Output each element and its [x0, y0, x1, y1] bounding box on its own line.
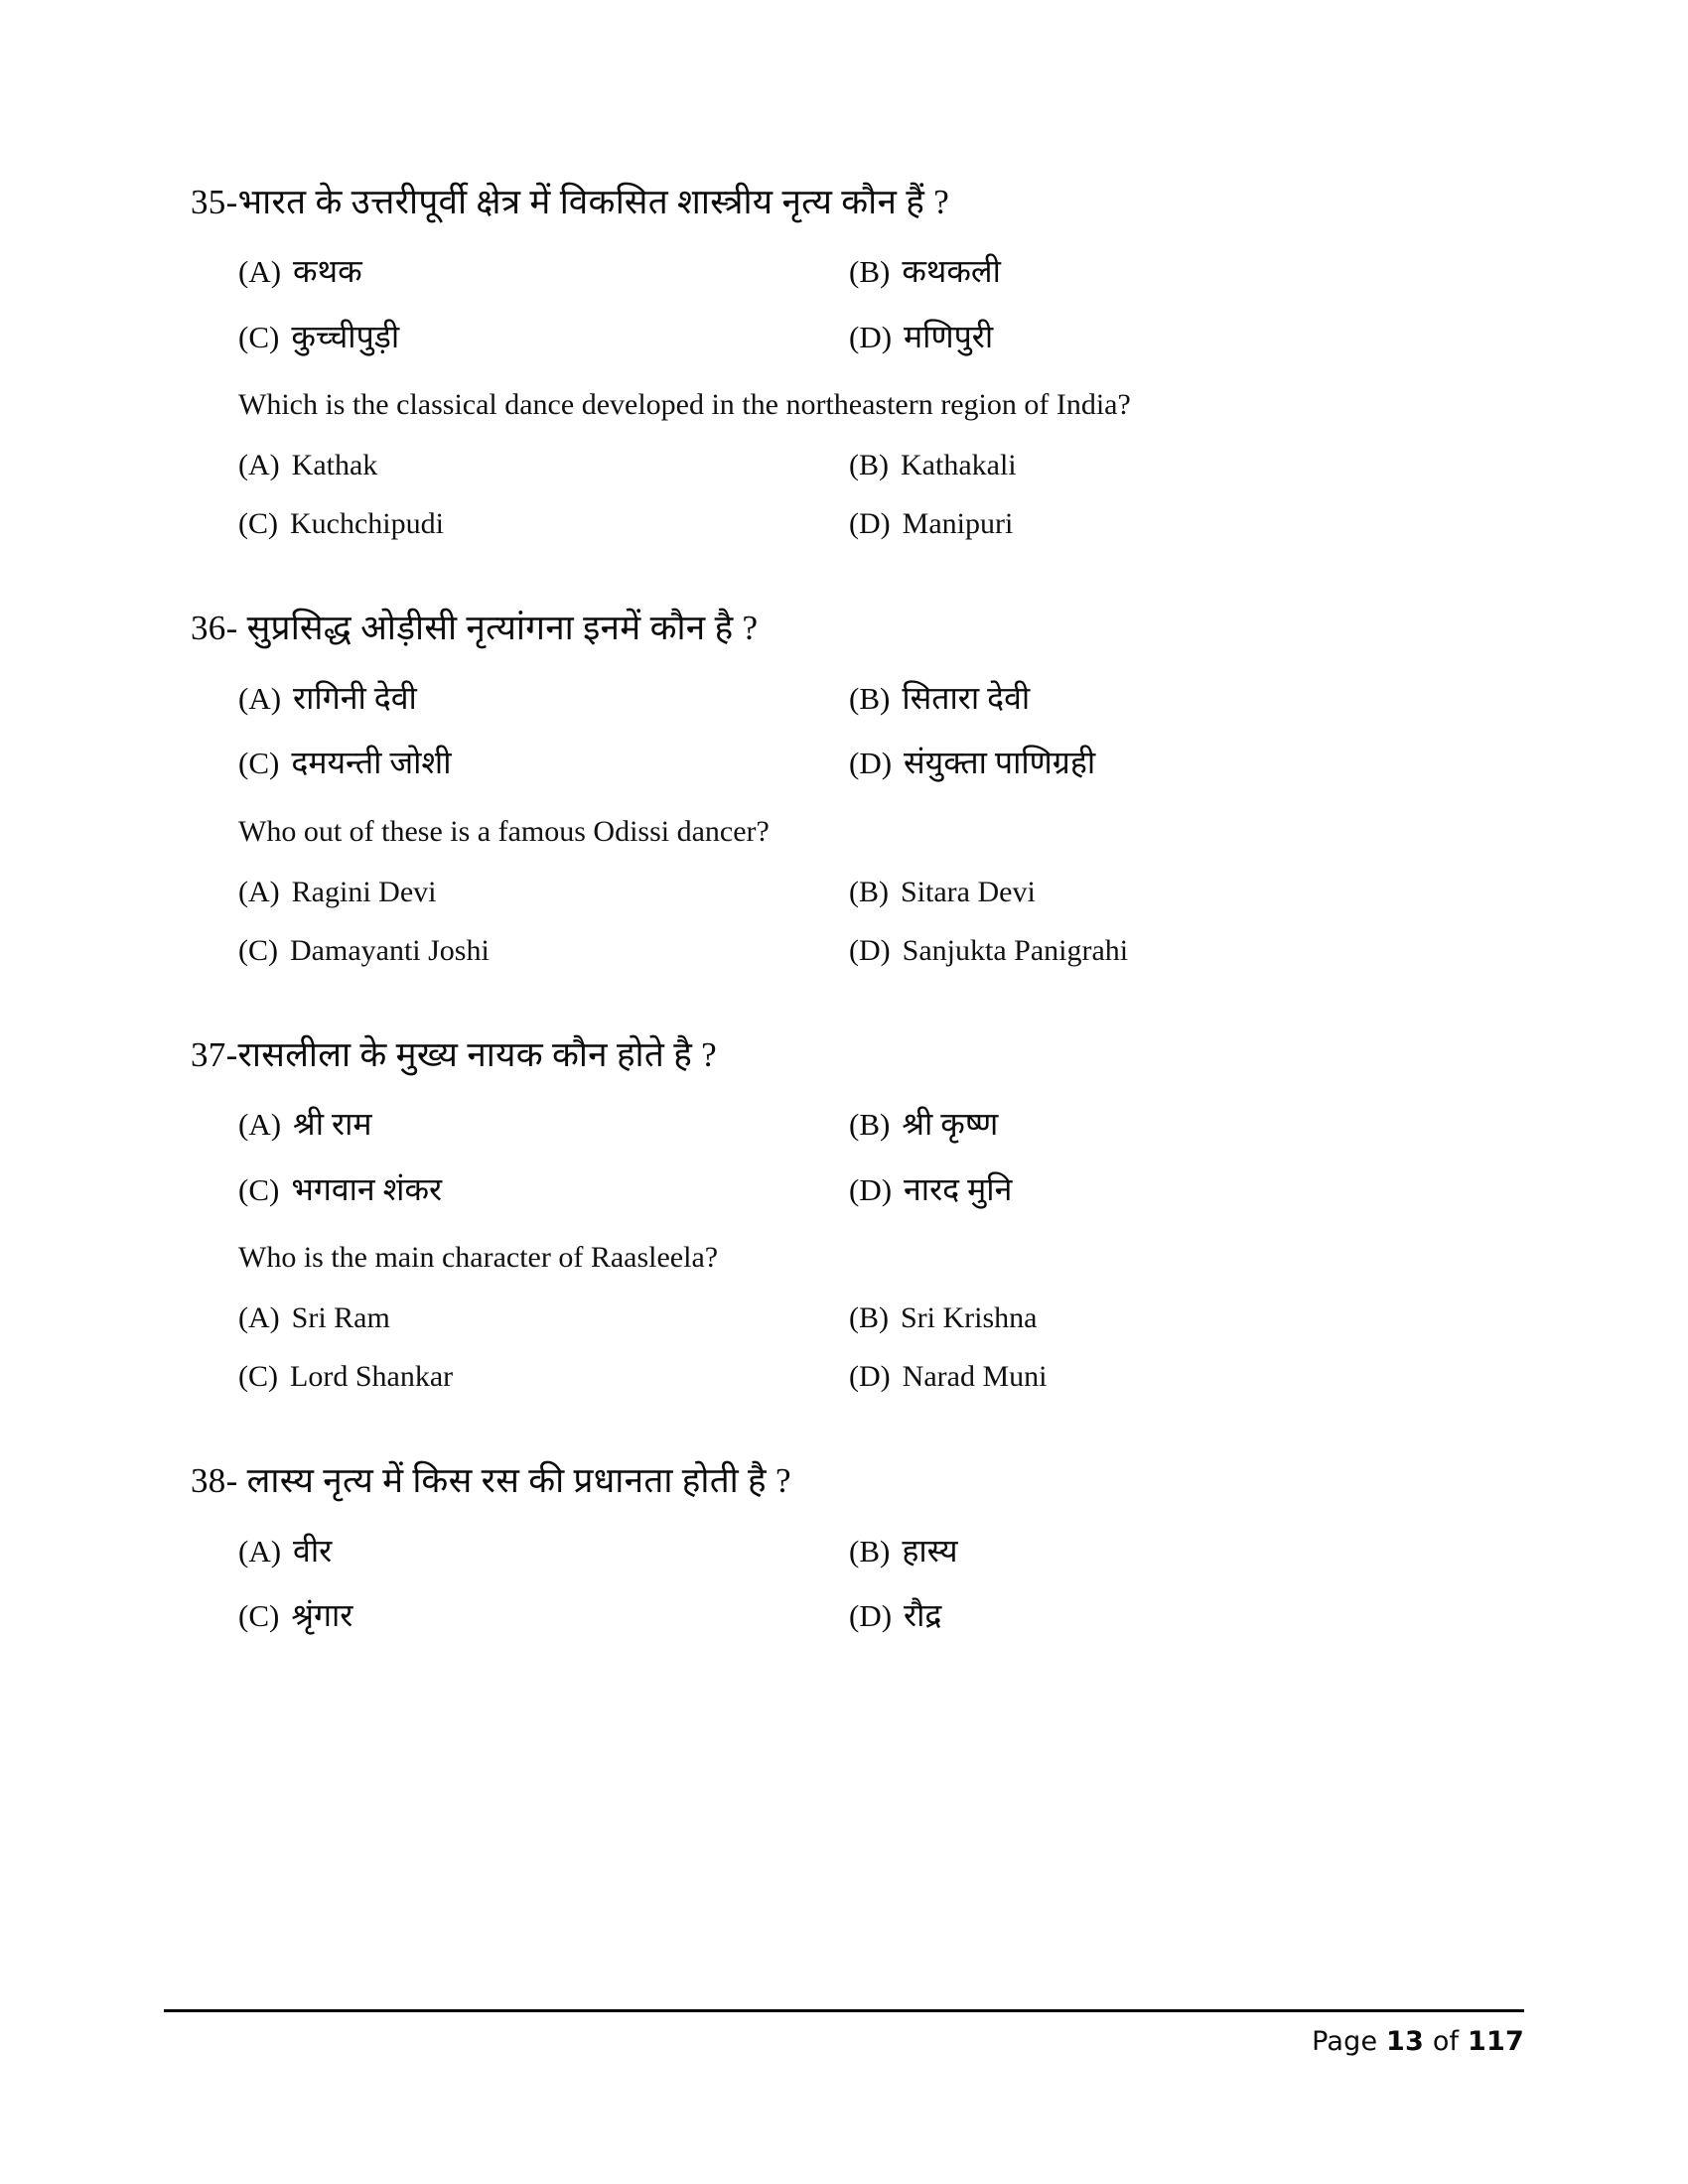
option-text-c: Kuchchipudi — [290, 507, 444, 541]
option-text-d: रौद्र — [904, 1597, 942, 1634]
question-stem-hindi-36: 36- सुप्रसिद्ध ओड़ीसी नृत्यांगना इनमें कौन है ? — [191, 609, 759, 648]
option-hindi-c-37[interactable] — [238, 1169, 849, 1211]
option-tag-a: (A) — [238, 449, 280, 482]
option-english-b-35[interactable] — [849, 446, 1460, 484]
question-block-38 — [191, 1457, 1460, 1636]
option-text-b: Sitara Devi — [901, 875, 1036, 908]
question-stem-english-36: Who out of these is a famous Odissi dancer? — [238, 814, 770, 848]
option-tag-b: (B) — [849, 875, 889, 908]
option-hindi-b-38[interactable] — [849, 1531, 1460, 1572]
option-text-a: कथक — [293, 253, 362, 290]
option-english-d-36[interactable] — [849, 931, 1460, 970]
option-english-c-37[interactable] — [238, 1357, 849, 1396]
option-tag-d: (D) — [849, 746, 893, 781]
option-row-english-cd-37 — [238, 1357, 1460, 1396]
option-row-english-ab-35 — [238, 446, 1460, 484]
option-text-b: श्री कृष्ण — [902, 1106, 999, 1143]
option-text-b: सितारा देवी — [902, 679, 1031, 716]
option-hindi-b-35[interactable] — [849, 251, 1460, 293]
option-tag-a: (A) — [238, 680, 282, 716]
questions-container — [191, 179, 1460, 1699]
option-tag-c: (C) — [238, 1598, 280, 1634]
option-tag-c: (C) — [238, 933, 278, 967]
option-tag-c: (C) — [238, 1360, 278, 1394]
option-row-hindi-ab-38 — [238, 1531, 1460, 1572]
option-row-english-cd-35 — [238, 504, 1460, 543]
option-row-english-cd-36 — [238, 931, 1460, 970]
option-hindi-a-38[interactable] — [238, 1531, 849, 1572]
option-tag-b: (B) — [849, 449, 889, 482]
option-tag-c: (C) — [238, 746, 280, 781]
option-text-d: मणिपुरी — [904, 318, 994, 354]
option-hindi-a-36[interactable] — [238, 678, 849, 720]
option-tag-d: (D) — [849, 507, 891, 541]
option-row-hindi-cd-37 — [238, 1169, 1460, 1211]
option-text-a: रागिनी देवी — [293, 679, 417, 716]
option-text-a: Kathak — [291, 449, 378, 482]
option-tag-a: (A) — [238, 875, 280, 908]
option-text-c: कुच्चीपुड़ी — [291, 318, 400, 354]
option-text-a: श्री राम — [293, 1106, 372, 1143]
option-row-hindi-ab-35 — [238, 251, 1460, 293]
option-tag-c: (C) — [238, 1171, 280, 1207]
question-block-36 — [191, 605, 1460, 969]
question-block-35 — [191, 179, 1460, 543]
option-text-a: Sri Ram — [291, 1301, 390, 1335]
option-tag-b: (B) — [849, 1107, 891, 1143]
option-tag-d: (D) — [849, 933, 891, 967]
option-text-b: Sri Krishna — [901, 1301, 1038, 1335]
option-tag-b: (B) — [849, 680, 891, 716]
option-text-a: वीर — [293, 1532, 333, 1569]
option-text-c: Damayanti Joshi — [290, 933, 490, 967]
option-text-c: Lord Shankar — [290, 1360, 454, 1394]
option-hindi-d-37[interactable] — [849, 1169, 1460, 1211]
option-hindi-d-36[interactable] — [849, 743, 1460, 784]
option-row-english-ab-36 — [238, 873, 1460, 911]
option-text-d: Sanjukta Panigrahi — [902, 933, 1129, 967]
option-english-c-35[interactable] — [238, 504, 849, 543]
option-row-hindi-cd-35 — [238, 317, 1460, 358]
option-text-b: हास्य — [902, 1532, 958, 1569]
option-row-hindi-cd-38 — [238, 1595, 1460, 1637]
option-english-d-35[interactable] — [849, 504, 1460, 543]
option-hindi-b-36[interactable] — [849, 678, 1460, 720]
option-tag-c: (C) — [238, 319, 280, 354]
page-footer — [164, 2009, 1524, 2057]
option-hindi-c-35[interactable] — [238, 317, 849, 358]
option-tag-a: (A) — [238, 1107, 282, 1143]
question-block-37 — [191, 1031, 1460, 1396]
footer-page-number: 13 — [1386, 2026, 1425, 2057]
page-number-label — [164, 2012, 1524, 2057]
option-hindi-a-35[interactable] — [238, 251, 849, 293]
question-stem-english-37: Who is the main character of Raasleela? — [238, 1241, 719, 1275]
option-hindi-c-36[interactable] — [238, 743, 849, 784]
option-english-a-36[interactable] — [238, 873, 849, 911]
option-english-c-36[interactable] — [238, 931, 849, 970]
option-hindi-a-37[interactable] — [238, 1104, 849, 1146]
option-tag-a: (A) — [238, 1533, 282, 1569]
option-english-b-36[interactable] — [849, 873, 1460, 911]
option-text-b: Kathakali — [901, 449, 1017, 482]
footer-middle: of — [1424, 2026, 1469, 2057]
option-text-c: दमयन्ती जोशी — [291, 745, 452, 781]
option-english-a-37[interactable] — [238, 1298, 849, 1337]
option-text-c: श्रृंगार — [291, 1597, 353, 1634]
option-hindi-d-38[interactable] — [849, 1595, 1460, 1637]
option-tag-d: (D) — [849, 319, 893, 354]
option-english-b-37[interactable] — [849, 1298, 1460, 1337]
footer-total-pages: 117 — [1468, 2026, 1524, 2057]
option-tag-d: (D) — [849, 1360, 891, 1394]
option-text-a: Ragini Devi — [291, 875, 437, 908]
option-text-d: संयुक्ता पाणिग्रही — [904, 745, 1096, 781]
option-tag-a: (A) — [238, 1301, 280, 1335]
option-row-hindi-cd-36 — [238, 743, 1460, 784]
option-tag-b: (B) — [849, 254, 891, 290]
option-text-d: Manipuri — [902, 507, 1014, 541]
option-row-hindi-ab-36 — [238, 678, 1460, 720]
question-stem-hindi-37: 37-रासलीला के मुख्य नायक कौन होते है ? — [191, 1034, 717, 1074]
question-stem-english-35: Which is the classical dance developed in the northeastern region of India? — [238, 388, 1131, 422]
option-tag-b: (B) — [849, 1533, 891, 1569]
option-english-a-35[interactable] — [238, 446, 849, 484]
footer-prefix: Page — [1312, 2026, 1387, 2057]
option-hindi-b-37[interactable] — [849, 1104, 1460, 1146]
option-english-d-37[interactable] — [849, 1357, 1460, 1396]
option-tag-a: (A) — [238, 254, 282, 290]
option-text-c: भगवान शंकर — [291, 1170, 443, 1207]
option-tag-b: (B) — [849, 1301, 889, 1335]
option-text-d: नारद मुनि — [904, 1170, 1013, 1207]
option-text-d: Narad Muni — [902, 1360, 1048, 1394]
option-tag-d: (D) — [849, 1598, 893, 1634]
option-tag-d: (D) — [849, 1171, 893, 1207]
option-text-b: कथकली — [902, 253, 1001, 290]
question-stem-hindi-38: 38- लास्य नृत्य में किस रस की प्रधानता होती है ? — [191, 1461, 791, 1501]
option-row-hindi-ab-37 — [238, 1104, 1460, 1146]
option-tag-c: (C) — [238, 507, 278, 541]
option-hindi-d-35[interactable] — [849, 317, 1460, 358]
option-row-english-ab-37 — [238, 1298, 1460, 1337]
option-hindi-c-38[interactable] — [238, 1595, 849, 1637]
question-stem-hindi-35: 35-भारत के उत्तरीपूर्वी क्षेत्र में विकसित शास्त्रीय नृत्य कौन हैं ? — [191, 183, 950, 221]
